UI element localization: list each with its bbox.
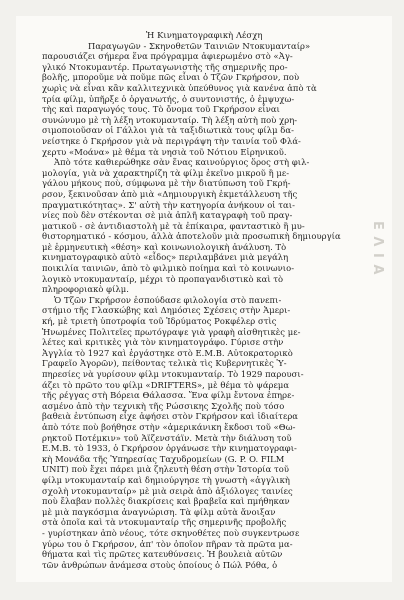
document-page [16,16,392,582]
text-line: πραγματικότητας». Σ' αὐτὴ τὴν κατηγορία ἀνήκουν οἱ ται- [42,199,295,210]
text-line: θήματα καὶ τὶς πρῶτες κατευθύνσεις. Ἡ βουλειὰ αὐτῶν [42,549,283,560]
text-line: πηρεσίες νὰ γυρίσουν φίλμ ντοκυμανταίρ. Τὸ 1929 παρουσι- [42,369,304,379]
text-line: μὲ ἑρμηνευτικὴ «θέση» καὶ κοινωνιολογικὴ ἀνάλυση. Τὸ [42,241,287,252]
document-body [42,30,362,570]
text-line: συνώνυμο μὲ τὴ λέξη ντοκυμανταίρ. Τὴ λέξη αὐτὴ ποὺ χρη- [42,114,298,125]
text-line: ασμένο ἀπὸ τὴν τεχνικὴ τῆς Ρώσσικης Σχολῆς ποὺ τόσο [42,400,285,411]
text-line: σιμοποιοῦσαν οἱ Γάλλοι γιὰ τὰ ταξιδιωτικὰ τους φίλμ δα- [42,125,294,136]
text-line: χερτυ «Μοάνα» μὲ θέμα τὰ νησιὰ τοῦ Νότιου Εἰρηνικοῦ. [42,146,287,157]
text-line: Ἀπὸ τότε καθιερώθηκε σὰν ἕνας καινούργιος ὅρος στὴ φιλ- [54,157,310,168]
text-line: τρία φίλμ, ὑπῆρξε ὁ ὀργανωτής, ὁ συντονιστής, ὁ ἐμψυχω- [42,93,295,104]
text-line: κὴ Μονάδα τῆς Ὑπηρεσίας Ταχυδρομείων (G. P. O. FILM [42,453,285,464]
text-line: Ε.Μ.Β. τὸ 1933, ὁ Γκρήρσον ὀργάνωσε τὴν κινηματογραφι- [42,443,297,454]
text-line: βαθειὰ ἐντύπωση εἶχε ἀφήσει στὸν Γκρήρσον καὶ ἰδιαίτερα [42,411,299,422]
text-line: ματικοῦ - σὲ ἀντιδιαστολὴ μὲ τὰ ἐπίκαιρα, φανταστικὸ ἢ μυ- [42,220,305,231]
text-line: Ἡνωμένες Πολιτεῖες πρωτόγραψε γιὰ γραφὴ αἰσθητικὲς με- [42,326,301,337]
text-line: πληροφοριακὸ φίλμ. [42,284,129,295]
text-line: Ἀγγλία τὸ 1927 καὶ ἐργάστηκε στὸ Ε.Μ.Β. Αὐτοκρατορικὸ [42,347,293,358]
text-line: σχολὴ ντοκυμανταίρ» μὲ μιὰ σειρὰ ἀπὸ ἀξιόλογες ταινίες [42,485,293,496]
text-line: βολῆς, μποροῦμε νὰ ποῦμε πῶς εἶναι ὁ Τζῶν Γκρήρσον, ποὺ [42,72,300,83]
text-line: λογικὸ ντοκυμανταίρ, μέχρι τὸ προπαγανδιστικὸ καὶ τὸ [42,273,284,284]
text-line: άζει τὸ πρῶτο του φίλμ «DRIFTERS», μὲ θέμα τὸ ψάρεμα [42,379,290,390]
text-line: Παραγωγῶν - Σκηνοθετῶν Ταινιῶν Ντοκυμανταίρ» [88,40,311,51]
text-line: UNIT) ποὺ ἔχει πάρει μιὰ ζηλευτὴ θέση στὴν Ἱστορία τοῦ [42,464,289,475]
text-line: νείστηκε ὁ Γκρήρσον γιὰ νὰ περιγράψη τὴν ταινία τοῦ Φλά- [42,135,301,146]
text-line: μὲ μιὰ παγκόσμια ἀναγνώριση. Τὰ φίλμ αὐτὰ ἄνοιξαν [42,506,276,517]
text-line: ἀπὸ τότε ποὺ βοήθησε στὴν «ἀμερικάνικη ἔκδοσι τοῦ «Θω- [42,421,296,432]
text-line: Ὁ Τζῶν Γκρήρσον ἐσπούδασε φιλολογία στὸ πανεπι- [54,294,282,305]
text-line: στὰ ὁποῖα καὶ τὰ ντοκυμανταίρ τῆς σημερινῆς προβολῆς [42,517,287,528]
margin-watermark: Ε Λ Ι Α [370,221,385,276]
text-line: κή, μὲ τριετὴ ὑποτροφία τοῦ Ἱδρύματος Ροκφέλερ στὶς [42,316,277,327]
text-line: νίες ποὺ δὲν στέκονται σὲ μιὰ ἁπλῆ καταγραφὴ τοῦ πραγ- [42,210,293,221]
text-line: λέτες καὶ κριτικὲς γιὰ τὸν κινηματογράφο. Γύρισε στὴν [42,337,284,348]
text-line: φίλμ ντοκυμανταίρ καὶ δημιούργησε τὴ γνωστὴ «ἀγγλικὴ [42,474,290,485]
text-line: κινηματογραφικὸ αὐτὸ «εἶδος» περιλαμβάνει μιὰ μεγάλη [42,252,289,263]
text-line: τὴς καὶ παραγωγός τους. Τὸ ὄνομα τοῦ Γκρήρσον εἶναι [42,104,280,115]
text-line: γάλου μήκους ποὺ, σύμφωνα μὲ τὴν διατύπωση τοῦ Γκρή- [42,178,291,189]
text-line: γλικό Ντοκυμαντέρ. Πρωταγωνιστὴς τῆς σημερινῆς προ- [42,61,288,72]
text-line: Ἡ Κινηματογραφικὴ Λέσχη [146,30,263,40]
text-line: θιστορηματικό - κόσμου, ἀλλὰ ἀποτελοῦν μιὰ προσωπικὴ δημιουργία [42,231,341,242]
text-line: - γυρίστηκαν ἀπὸ νέους, τότε σκηνοθέτες ποὺ συγκεντρωσε [42,527,300,538]
text-line: γύρω του ὁ Γκρήρσον, ἀπ' τὸν ὁποῖον πῆραν τὰ πρῶτα μα- [42,538,293,549]
text-line: ποικιλία ταινιῶν, ἀπὸ τὸ φιλμικὸ ποίημα καὶ τὸ κοινωνιο- [42,263,295,274]
text-line: στήμιο τῆς Γλασκώβης καὶ Δημόσιες Σχέσεις στὴν Ἀμερι- [42,305,291,316]
text-line: ρηκτοῦ Ποτέμκιν» τοῦ Ἀϊζενστάϊν. Μετὰ τὴν διάλυση τοῦ [42,432,292,443]
text-line: χωρὶς νὰ εἶναι κἂν καλλιτεχνικὰ ὑπεύθυνος γιὰ κανένα ἀπὸ τὰ [42,82,317,93]
text-line: τῆς ρέγγας στὴ Βόρεια Θάλασσα. Ἕνα φίλμ ἔντονα ἐπηρε- [42,390,295,401]
text-line: παρουσιάζει σήμερα ἕνα πρόγραμμα ἀφιερωμένο στὸ «Ἀγ- [42,51,293,62]
text-line: Γραφεῖο Ἀγορῶν), πείθοντας τελικὰ τὶς Κυβερνητικὲς Ὑ- [42,358,287,369]
text-line: ρσον, ξεκινοῦσαν ἀπὸ μιὰ «Δημιουργικὴ ἐκμετάλλευση τῆς [42,188,298,199]
text-line: ποὺ ἔλαβαν πολλὲς διακρίσεις καὶ βραβεῖα καὶ πμήθηκαν [42,496,290,507]
text-line: τῶν ἀνθρώπων ἀνάμεσα στοὺς ὁποίους ὁ Πώλ Ρόθα, ὁ [42,559,278,570]
text-line: μολογία, γιὰ νὰ χαρακτηρίζη τὰ φίλμ ἐκεῖνο μικροῦ ἢ με- [42,167,290,178]
